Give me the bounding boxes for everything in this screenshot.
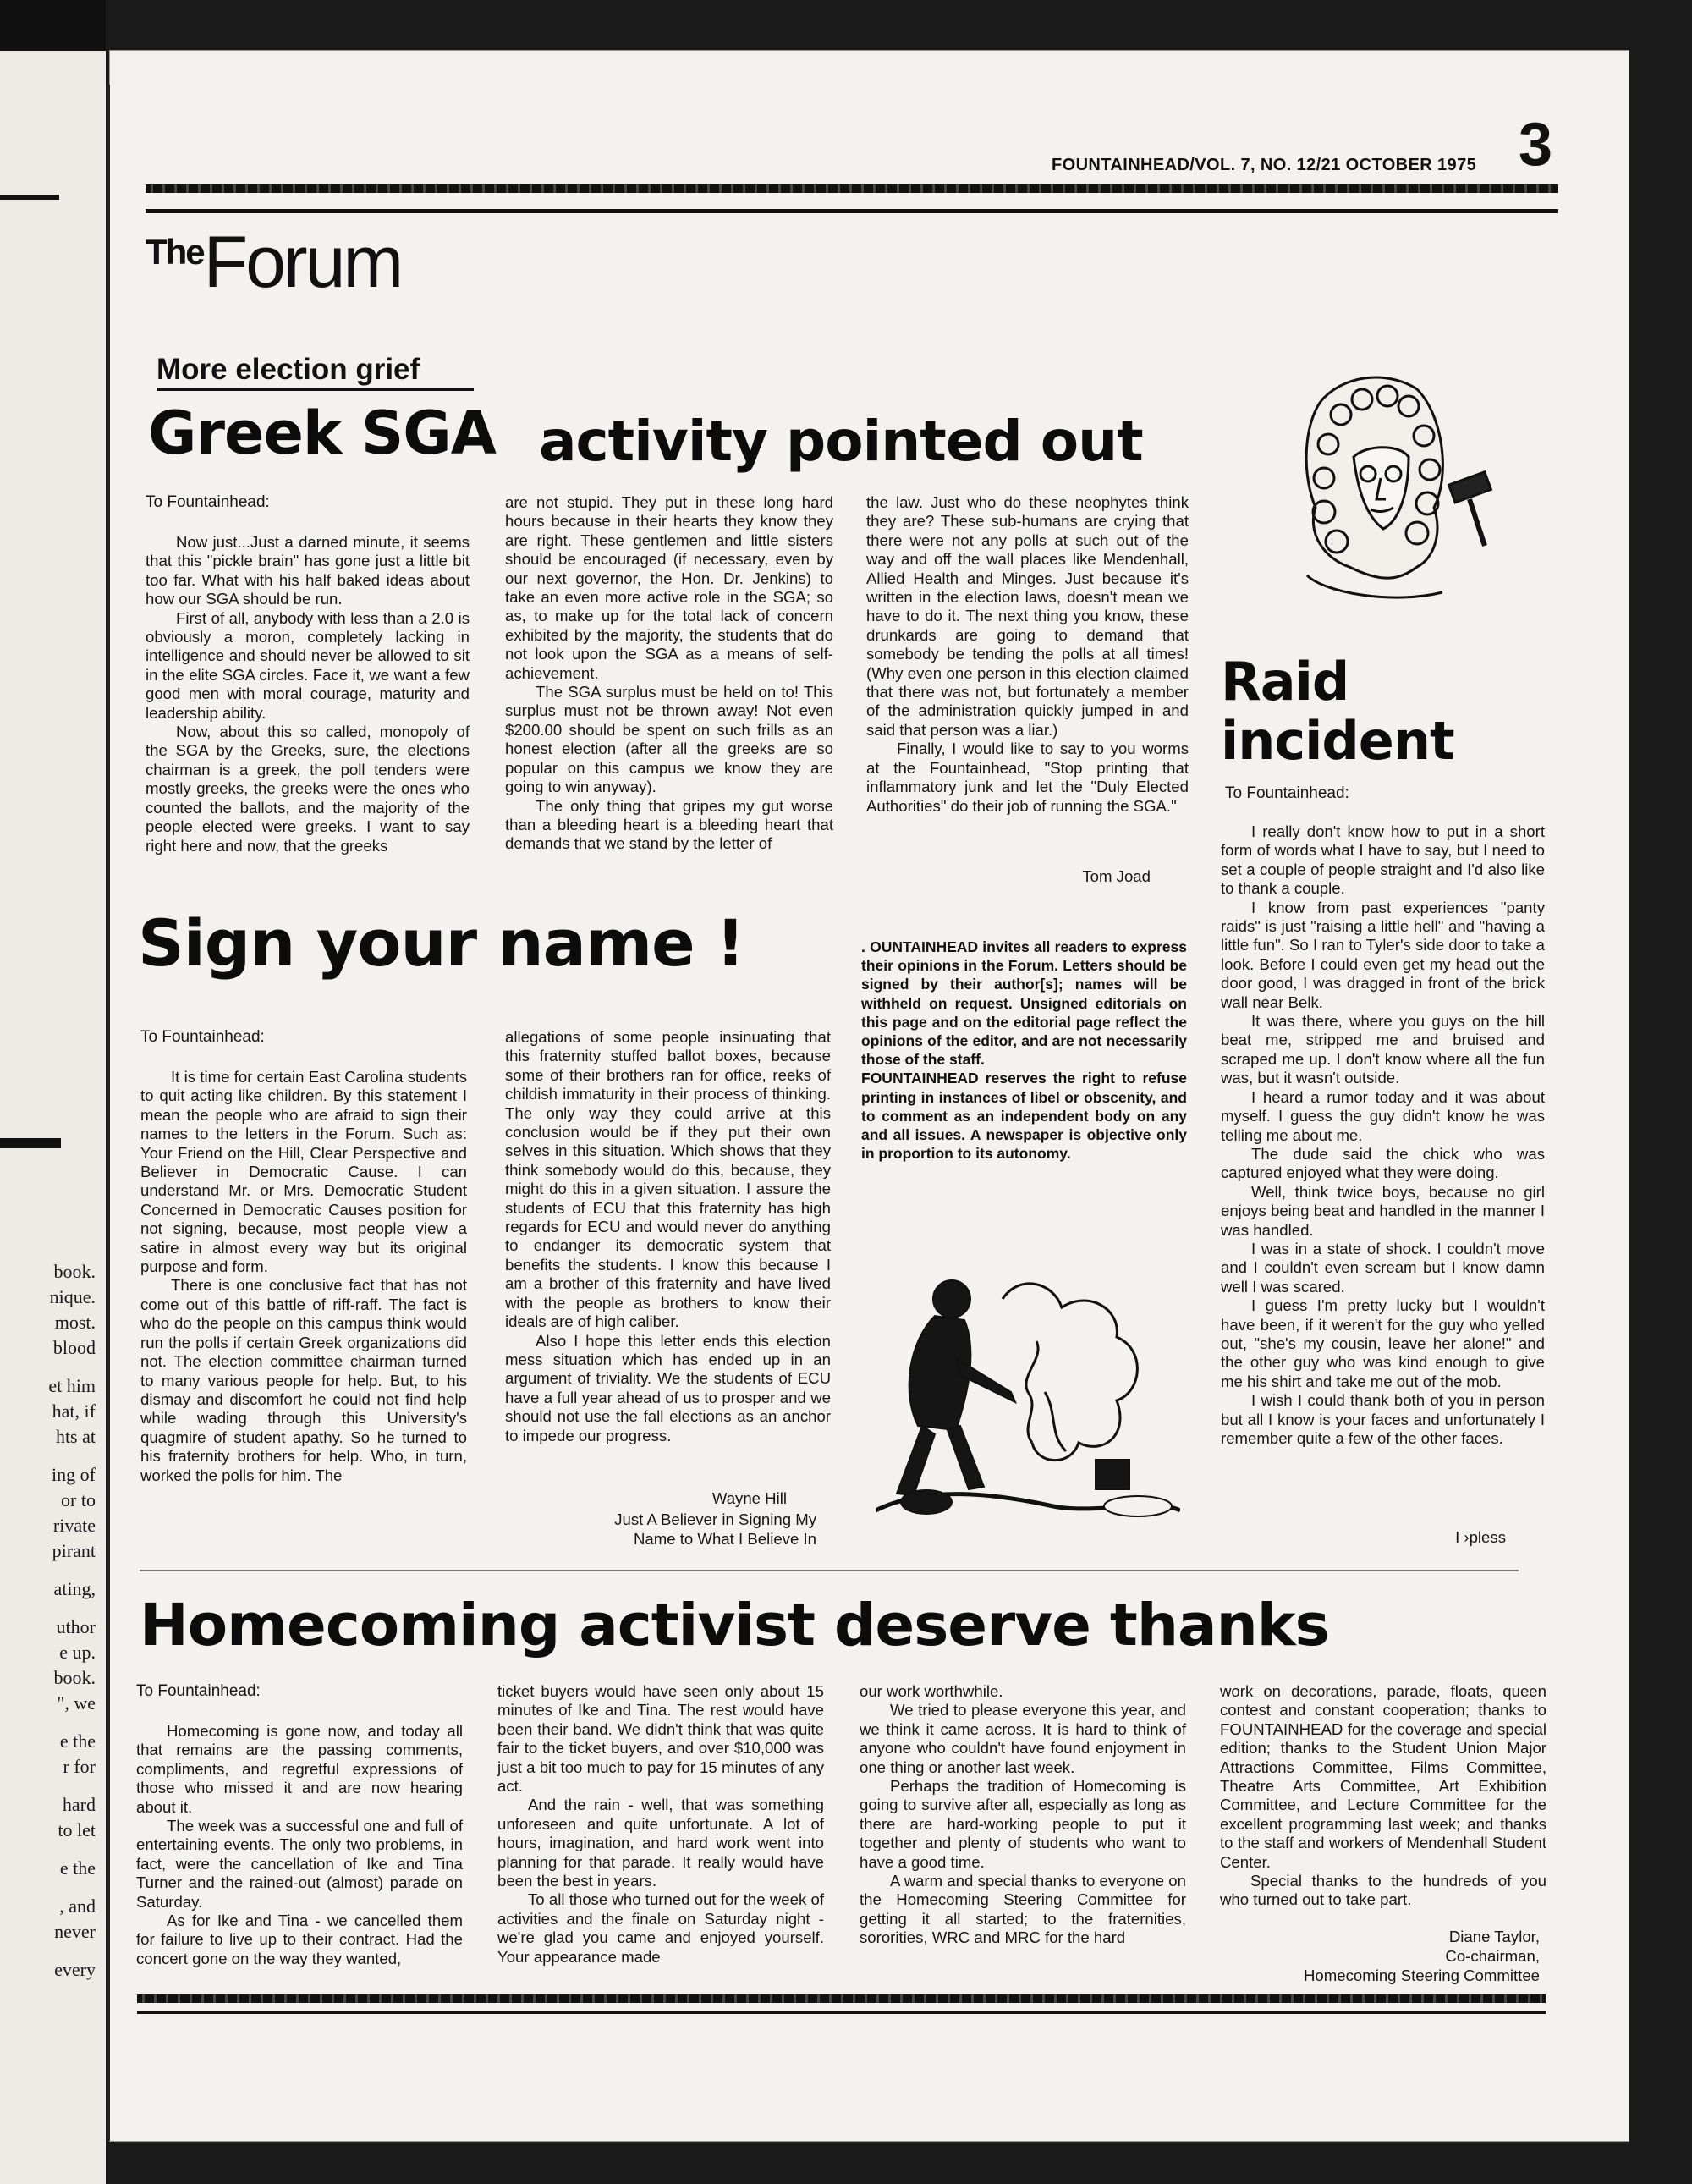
article-column bbox=[497, 1682, 824, 1967]
article-column bbox=[866, 493, 1189, 816]
bottom-rule bbox=[137, 2011, 1546, 2014]
paragraph: Homecoming is gone now, and today all that remains are the passing comments, compliments, and regretful expressions of those who missed it and are now hearing about it. bbox=[136, 1722, 463, 1816]
headline-greek-sga: Greek SGA bbox=[148, 399, 496, 468]
paragraph: the law. Just who do these neophytes think they are? These sub-humans are crying that there were not any polls at such out of the way and off the wall places like Mendenhall, Allied Health and Minges. Just because it's written in the election laws, doesn't mean we have to do it. The next thing you know, these drunkards are going to demand that somebody be tending the polls at all times! (Why even one person in this election claimed that there was not, but fortunately a member of the administration quickly jumped in and said that person was a liar.) bbox=[866, 493, 1189, 739]
judge-illustration bbox=[1273, 364, 1527, 609]
signature: Tom Joad bbox=[1082, 867, 1151, 885]
paragraph: Now just...Just a darned minute, it seems that this "pickle brain" has gone just a little bit too far. What with his half baked ideas about how our SGA should be run. bbox=[146, 533, 470, 608]
paragraph: Special thanks to the hundreds of you who turned out to take part. bbox=[1220, 1872, 1546, 1909]
adjacent-page-text: nique. bbox=[49, 1286, 96, 1307]
paragraph: Well, think twice boys, because no girl enjoys being beat and handled in the manner I was handled. bbox=[1221, 1182, 1545, 1239]
adjacent-page-text: e up. bbox=[59, 1642, 96, 1663]
adjacent-page-text: blood bbox=[52, 1337, 96, 1358]
signature: Wayne Hill bbox=[711, 1489, 787, 1507]
notice-paragraph: . OUNTAINHEAD invites all readers to express their opinions in the Forum. Letters should be signed by their author[s]; names will be withheld on request. Unsigned editorials on this page and on the editorial page reflect the opinions of the editor, and are not necessarily those of the staff. bbox=[861, 938, 1187, 1069]
article-column bbox=[1221, 822, 1545, 1448]
adjacent-page-text: ", we bbox=[57, 1692, 96, 1714]
adjacent-page-text: et him bbox=[48, 1375, 96, 1396]
adjacent-page-text: to let bbox=[58, 1819, 96, 1840]
headline-raid: Raid bbox=[1221, 651, 1349, 712]
signature: Homecoming Steering Committee bbox=[1303, 1967, 1540, 1984]
signature: I ›pless bbox=[1455, 1528, 1506, 1546]
headline-activity: activity pointed out bbox=[539, 409, 1143, 474]
article-column bbox=[505, 493, 833, 854]
page-number: 3 bbox=[1519, 111, 1553, 179]
adjacent-page-text: most. bbox=[54, 1312, 96, 1333]
signature: Co-chairman, bbox=[1445, 1947, 1540, 1965]
section-logo bbox=[146, 222, 401, 303]
paragraph: I heard a rumor today and it was about myself. I guess the guy didn't know he was telling me about me. bbox=[1221, 1087, 1545, 1144]
paragraph: The SGA surplus must be held on to! This surplus must not be thrown away! Not even $200.00 should be spent on such frills as an honest election (after all the greeks are so popular on this campus we know they are going to win anyway). bbox=[505, 683, 833, 796]
paragraph: And the rain - well, that was something unforeseen and quite unfortunate. A lot of hours, imagination, and hard work went into planning for that parade. It really would have been the best in years. bbox=[497, 1796, 824, 1890]
bottom-rule-wavy bbox=[137, 1994, 1546, 2003]
article-column bbox=[140, 1068, 467, 1485]
paragraph: First of all, anybody with less than a 2.0 is obviously a moron, completely lacking in intelligence and should never be allowed to sit in the elite SGA circles. Face it, we want a few good men with moral courage, maturity and leadership ability. bbox=[146, 608, 470, 722]
paragraph: ticket buyers would have seen only about 15 minutes of Ike and Tina. The rest would have been their band. We didn't think that was quite fair to the ticket buyers, and over $10,000 was just a bit too much to pay for 15 minutes of any act. bbox=[497, 1682, 824, 1796]
adjacent-page-text: e the bbox=[59, 1730, 96, 1752]
headline-sign-your-name: Sign your name ! bbox=[138, 905, 744, 981]
top-rule bbox=[146, 209, 1558, 213]
adjacent-page-text: , and bbox=[59, 1895, 96, 1917]
adjacent-page-text: pirant bbox=[52, 1540, 96, 1561]
publication-line: FOUNTAINHEAD/VOL. 7, NO. 12/21 OCTOBER 1975 bbox=[1052, 156, 1477, 174]
article-column bbox=[505, 1028, 831, 1445]
kicker: More election grief bbox=[157, 353, 420, 386]
campfire-illustration bbox=[876, 1265, 1180, 1523]
article-column bbox=[860, 1682, 1186, 1948]
paragraph: A warm and special thanks to everyone on the Homecoming Steering Committee for getting it all started; to the fraternities, sororities, WRC and MRC for the hard bbox=[860, 1872, 1186, 1947]
adjacent-page-text: hat, if bbox=[52, 1400, 96, 1422]
adjacent-page-text: never bbox=[54, 1921, 96, 1942]
signature: Just A Believer in Signing My bbox=[614, 1510, 816, 1528]
paragraph: Finally, I would like to say to you worms at the Fountainhead, "Stop printing that inflammatory junk and let the "Duly Elected Authorities" do their job of running the SGA." bbox=[866, 740, 1189, 815]
paragraph: Also I hope this letter ends this election mess situation which has ended up in an argument of triviality. We the students of ECU have a full year ahead of us to prosper and we should not use the fall elections as an anchor to impede our progress. bbox=[505, 1331, 831, 1444]
paragraph: are not stupid. They put in these long hard hours because in their hearts they know they are right. These gentlemen and little sisters should be encouraged (if necessary, even by our next governor, the Hon. Dr. Jenkins) to take an even more active role in the SGA; so as, to make up for the total lack of concern exhibited by the majority, the students that do not look upon the SGA as a means of self-achievement. bbox=[505, 493, 833, 682]
paragraph: I know from past experiences "panty raids" is just "raising a little hell" and "having a little fun". So I ran to Tyler's side door to take a look. Before I could even get my head out the door good, I was dragged in front of the brick wall near Belk. bbox=[1221, 898, 1545, 1011]
section-divider bbox=[140, 1570, 1519, 1571]
salutation: To Fountainhead: bbox=[146, 493, 270, 511]
signature: Name to What I Believe In bbox=[634, 1530, 816, 1548]
adjacent-page-text: uthor bbox=[56, 1616, 96, 1637]
paragraph: The only thing that gripes my gut worse than a bleeding heart is a bleeding heart that demands that we stand by the letter of bbox=[505, 796, 833, 853]
paragraph: I wish I could thank both of you in person but all I know is your faces and unfortunately I remember quite a few of the other faces. bbox=[1221, 1391, 1545, 1447]
paragraph: We tried to please everyone this year, and we think it came across. It is hard to think of anyone who couldn't have found enjoyment in one thing or another last week. bbox=[860, 1701, 1186, 1776]
adjacent-page-text: or to bbox=[61, 1489, 96, 1510]
notice-paragraph: FOUNTAINHEAD reserves the right to refuse printing in instances of libel or obscenity, and to comment as an independent body on any and all issues. A newspaper is objective only in proportion to its autonomy. bbox=[861, 1070, 1187, 1163]
article-column bbox=[1220, 1682, 1546, 1910]
adjacent-page-text: hard bbox=[62, 1794, 96, 1815]
article-column bbox=[146, 533, 470, 855]
paragraph: our work worthwhile. bbox=[860, 1682, 1003, 1700]
adjacent-page-text: rivate bbox=[52, 1515, 96, 1536]
paragraph: As for Ike and Tina - we cancelled them for failure to live up to their contract. Had the concert gone on the way they wanted, bbox=[136, 1912, 463, 1967]
adjacent-page-edge bbox=[0, 0, 106, 2184]
adjacent-page-text: book. bbox=[53, 1261, 96, 1282]
adjacent-page-text: ing of bbox=[52, 1464, 96, 1485]
kicker-underline bbox=[157, 388, 474, 391]
paragraph: I really don't know how to put in a short form of words what I have to say, but I need to set a couple of people straight and I'd also like to thank a couple. bbox=[1221, 822, 1545, 898]
paragraph: It was there, where you guys on the hill beat me, stripped me and bruised and scraped me up. I don't know where all the fun was, but it wasn't outside. bbox=[1221, 1012, 1545, 1087]
headline-incident: incident bbox=[1221, 710, 1454, 772]
salutation: To Fountainhead: bbox=[1225, 784, 1349, 802]
forum-notice bbox=[861, 938, 1187, 1163]
paragraph: The dude said the chick who was captured enjoyed what they were doing. bbox=[1221, 1144, 1545, 1182]
headline-homecoming: Homecoming activist deserve thanks bbox=[140, 1592, 1329, 1659]
adjacent-page-text: hts at bbox=[55, 1426, 96, 1447]
paragraph: The week was a successful one and full of entertaining events. The only two problems, in fact, were the cancellation of Ike and Tina Turner and the rained-out (almost) parade on Saturday. bbox=[136, 1817, 463, 1911]
paragraph: I was in a state of shock. I couldn't move and I couldn't even scream but I know damn well I was scared. bbox=[1221, 1239, 1545, 1296]
paragraph: work on decorations, parade, floats, queen contest and constant cooperation; thanks to FOUNTAINHEAD for the coverage and special edition; thanks to the Student Union Major Attractions Committee, Films Committee, Theatre Arts Committee, Art Exhibition Committee, and Lecture Committee for the excellent programming last week; and thanks to the staff and workers of Mendenhall Student Center. bbox=[1220, 1682, 1546, 1871]
paragraph: allegations of some people insinuating that this fraternity stuffed ballot boxes, because some of their brothers ran for office, reeks of childish immaturity in their process of thinking. The only way they could arrive at this conclusion would be if they put their own selves in this situation. Which shows that they think somebody would do this, because, they might do this in a given situation. I assure the students of ECU that this fraternity has high regards for ECU and would never do anything to endanger its democratic system that benefits the students. I know this because I am a brother of this fraternity and have lived with the people as brothers to know their ideals are of high caliber. bbox=[505, 1028, 831, 1331]
signature: Diane Taylor, bbox=[1448, 1928, 1540, 1945]
article-column bbox=[136, 1722, 463, 1968]
paragraph: Now, about this so called, monopoly of the SGA by the Greeks, sure, the elections chairman is a greek, the poll tenders were mostly greeks, the greeks were the ones who counted the ballots, and the majority of the people elected were greeks. I want to say right here and now, that the greeks bbox=[146, 723, 470, 855]
adjacent-page-text: book. bbox=[53, 1667, 96, 1688]
paragraph: To all those who turned out for the week of activities and the finale on Saturday night - we're glad you came and enjoyed yourself. Your appearance made bbox=[497, 1890, 824, 1966]
adjacent-page-text: every bbox=[54, 1959, 96, 1980]
paragraph: There is one conclusive fact that has not come out of this battle of riff-raff. The fact is who do the people on this campus think would run the polls if certain Greek organizations did not. The election committee chairman turned to many various people for help. But, to his dismay and discomfort he could not find help while wading through this University's quagmire of student apathy. So he turned to his fraternity brothers for help. Who, in turn, worked the polls for him. The bbox=[140, 1276, 467, 1484]
top-rule-wavy bbox=[146, 184, 1558, 193]
paragraph: I guess I'm pretty lucky but I wouldn't have been, if it weren't for the guy who yelled out, "she's my cousin, leave her alone!" and the other guy who was kind enough to give me his shirt and take me out of the mob. bbox=[1221, 1296, 1545, 1390]
section-the: The bbox=[146, 232, 204, 272]
paragraph: Perhaps the tradition of Homecoming is going to survive after all, especially as long as there are hard-working people to put it together and plenty of students who want to have a good time. bbox=[860, 1777, 1186, 1871]
fold-line bbox=[107, 85, 110, 2141]
salutation: To Fountainhead: bbox=[136, 1682, 261, 1700]
salutation: To Fountainhead: bbox=[140, 1028, 265, 1046]
adjacent-page-text: e the bbox=[59, 1857, 96, 1879]
paragraph: It is time for certain East Carolina students to quit acting like children. By this statement I mean the people who are afraid to sign their names to the letters in the Forum. Such as: Your Friend on the Hill, Clear Perspective and Believer in Democratic Cause. I can understand Mr. or Mrs. Democratic Student Concerned in Democratic Causes position for not signing, because, most people view a satire in almost every way but its original purpose and form. bbox=[140, 1068, 467, 1276]
section-name: Forum bbox=[203, 222, 402, 303]
adjacent-page-text: ating, bbox=[53, 1578, 96, 1599]
adjacent-page-text: r for bbox=[63, 1756, 96, 1777]
